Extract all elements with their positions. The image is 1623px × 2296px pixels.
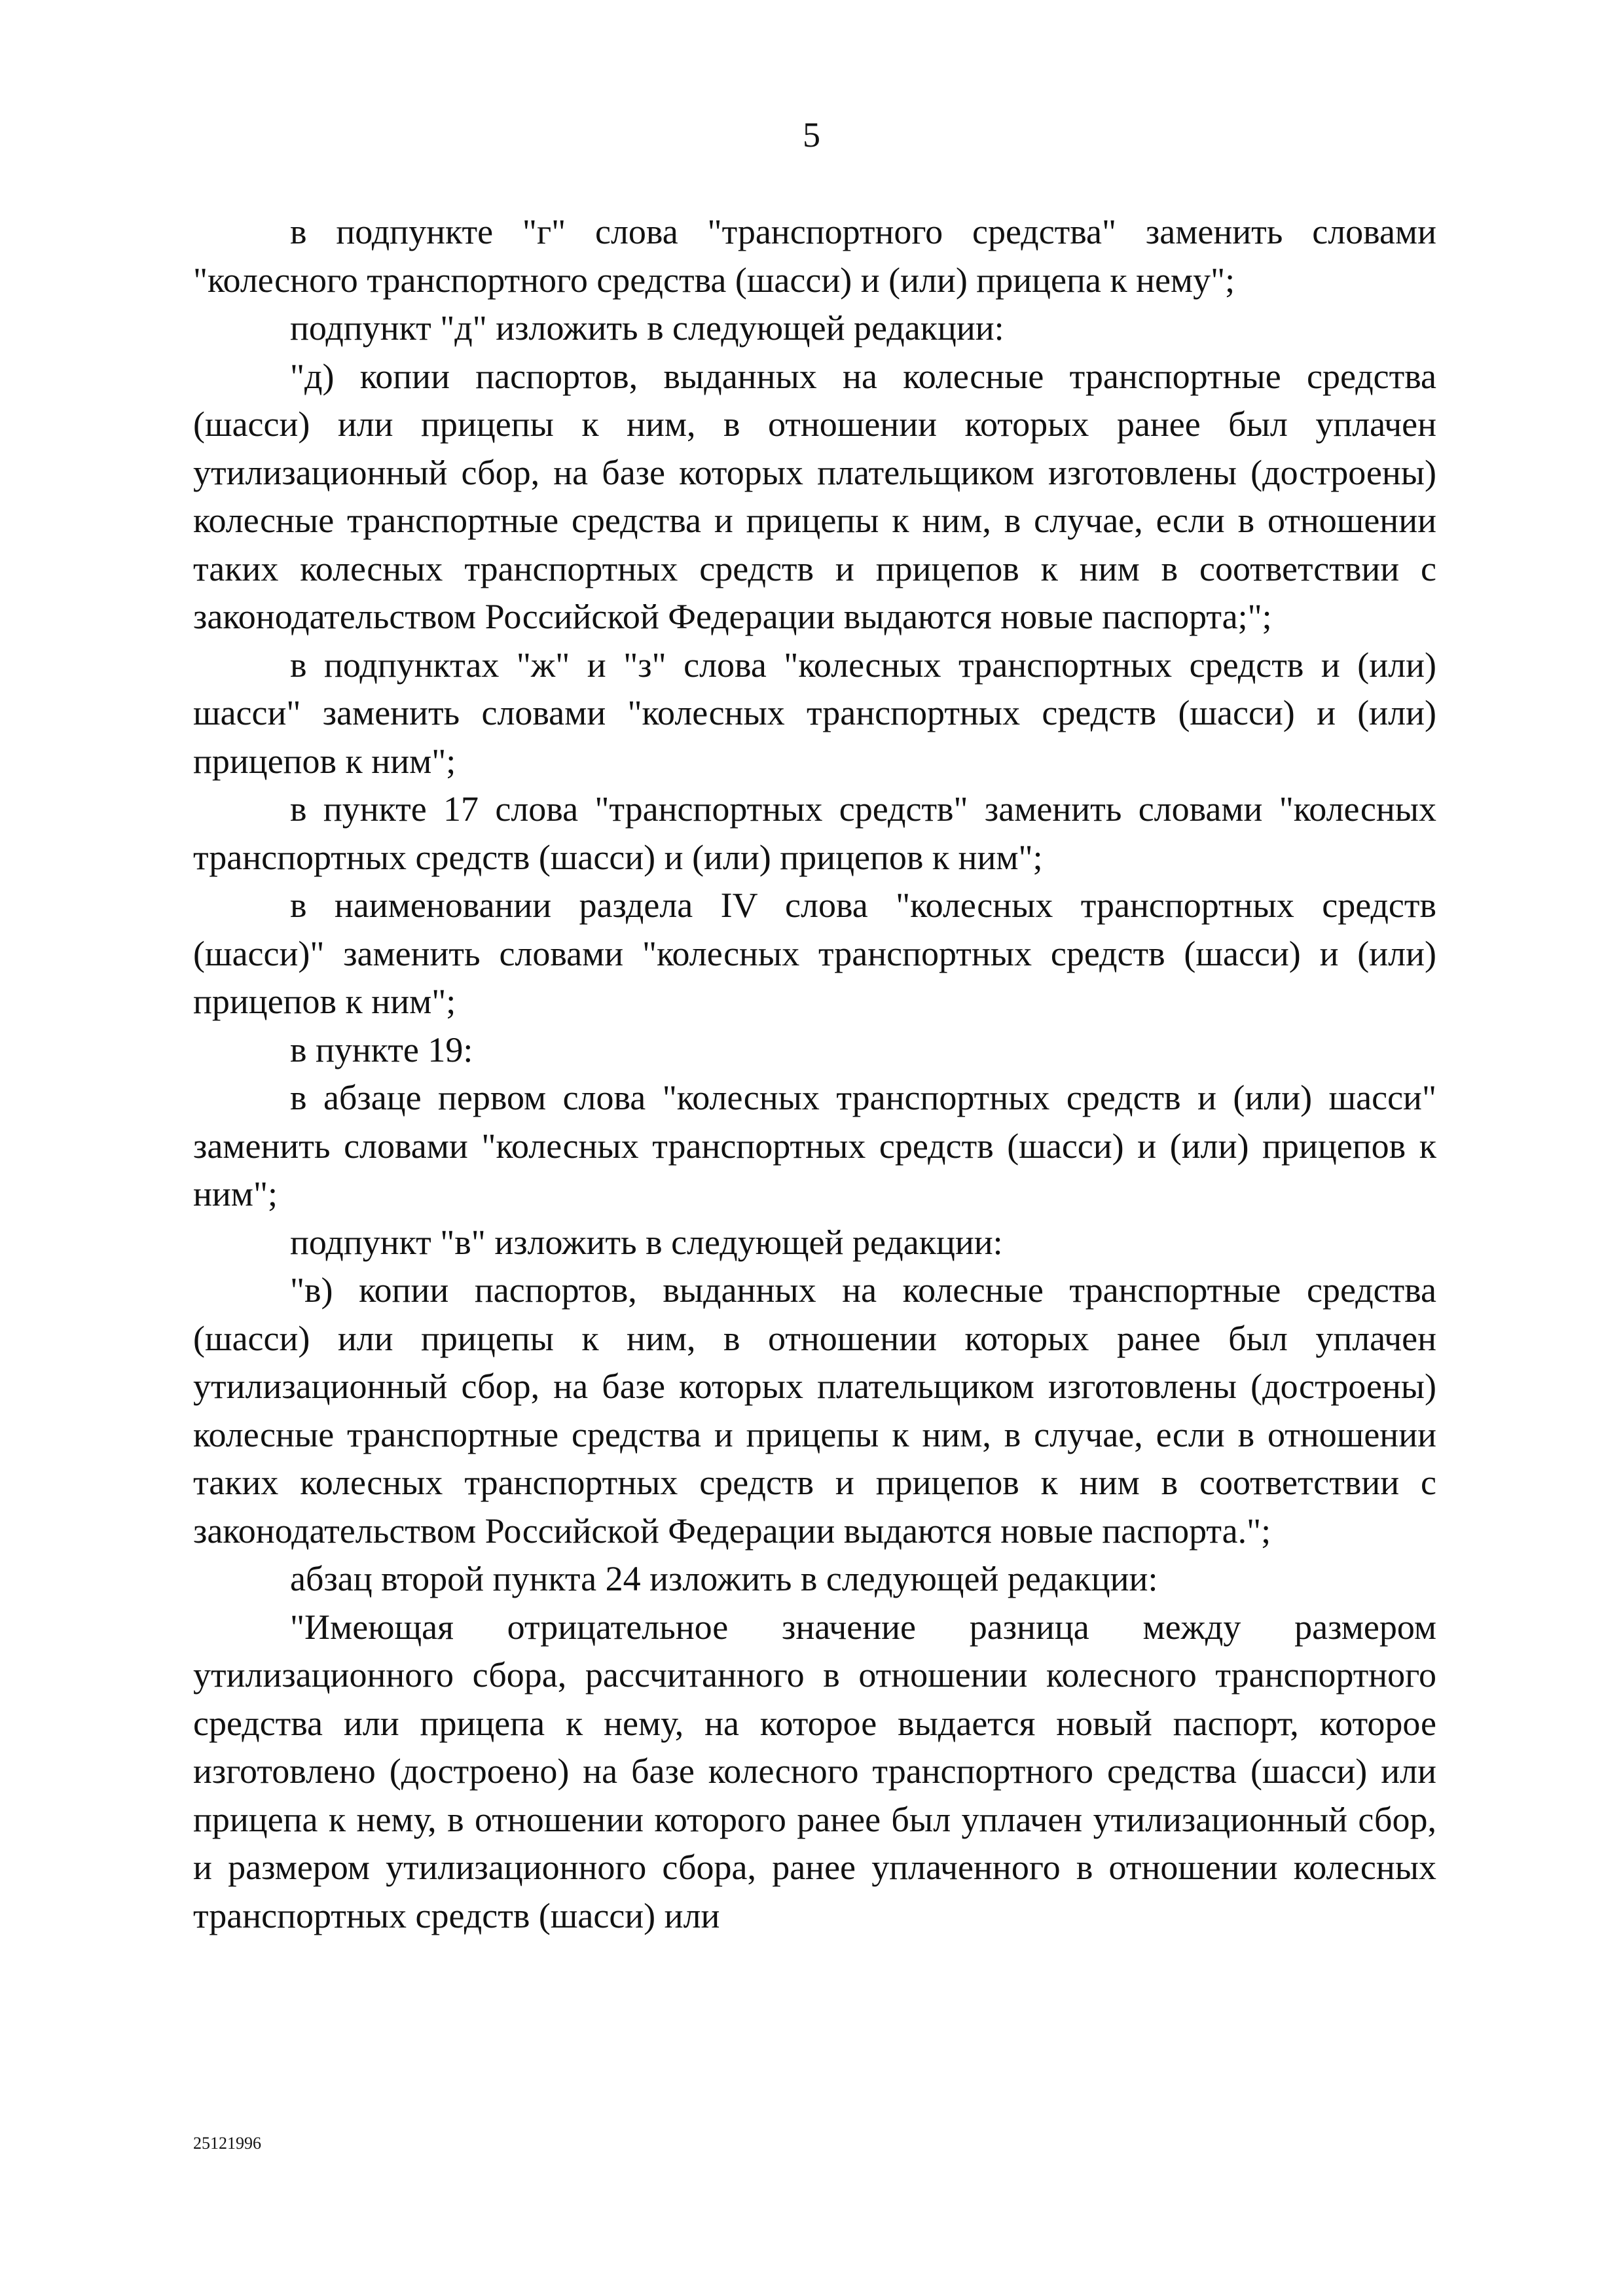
paragraph: в пункте 17 слова "транспортных средств" заменить словами "колесных транспортных средств (шасси) и (или) прицепов к ним";: [193, 789, 1436, 877]
paragraph: "д) копии паспортов, выданных на колесные транспортные средства (шасси) или прицепы к ним, в отношении которых ранее был уплачен утилизационный сбор, на базе которых плательщиком изготовлены (достроены) колесные транспортные средства и прицепы к ним, в случае, если в отношении таких колесных транспортных средств и прицепов к ним в соответствии с законодательством Российской Федерации выдаются новые паспорта;";: [193, 356, 1436, 636]
paragraph: в подпункте "г" слова "транспортного средства" заменить словами "колесного транспортного средства (шасси) и (или) прицепа к нему";: [193, 212, 1436, 300]
document-body: [193, 208, 1436, 1940]
page-number: 5: [803, 115, 820, 154]
paragraph: подпункт "д" изложить в следующей редакции:: [290, 308, 1004, 348]
document-code: 25121996: [193, 2134, 261, 2153]
paragraph: в наименовании раздела IV слова "колесных транспортных средств (шасси)" заменить словами "колесных транспортных средств (шасси) и (или) прицепов к ним";: [193, 886, 1436, 1021]
paragraph: "в) копии паспортов, выданных на колесные транспортные средства (шасси) или прицепы к ним, в отношении которых ранее был уплачен утилизационный сбор, на базе которых плательщиком изготовлены (достроены) колесные транспортные средства и прицепы к ним, в случае, если в отношении таких колесных транспортных средств и прицепов к ним в соответствии с законодательством Российской Федерации выдаются новые паспорта.";: [193, 1270, 1436, 1551]
paragraph: в пункте 19:: [290, 1030, 473, 1069]
paragraph: в абзаце первом слова "колесных транспортных средств и (или) шасси" заменить словами "колесных транспортных средств (шасси) и (или) прицепов к ним";: [193, 1078, 1436, 1213]
paragraph: в подпунктах "ж" и "з" слова "колесных транспортных средств и (или) шасси" заменить словами "колесных транспортных средств (шасси) и (или) прицепов к ним";: [193, 645, 1436, 781]
paragraph: "Имеющая отрицательное значение разница между размером утилизационного сбора, рассчитанного в отношении колесного транспортного средства или прицепа к нему, на которое выдается новый паспорт, которое изготовлено (достроено) на базе колесного транспортного средства (шасси) или прицепа к нему, в отношении которого ранее был уплачен утилизационный сбор, и размером утилизационного сбора, ранее уплаченного в отношении колесных транспортных средств (шасси) или: [193, 1607, 1436, 1935]
paragraph: подпункт "в" изложить в следующей редакции:: [290, 1222, 1003, 1262]
paragraph: абзац второй пункта 24 изложить в следующей редакции:: [290, 1559, 1158, 1598]
